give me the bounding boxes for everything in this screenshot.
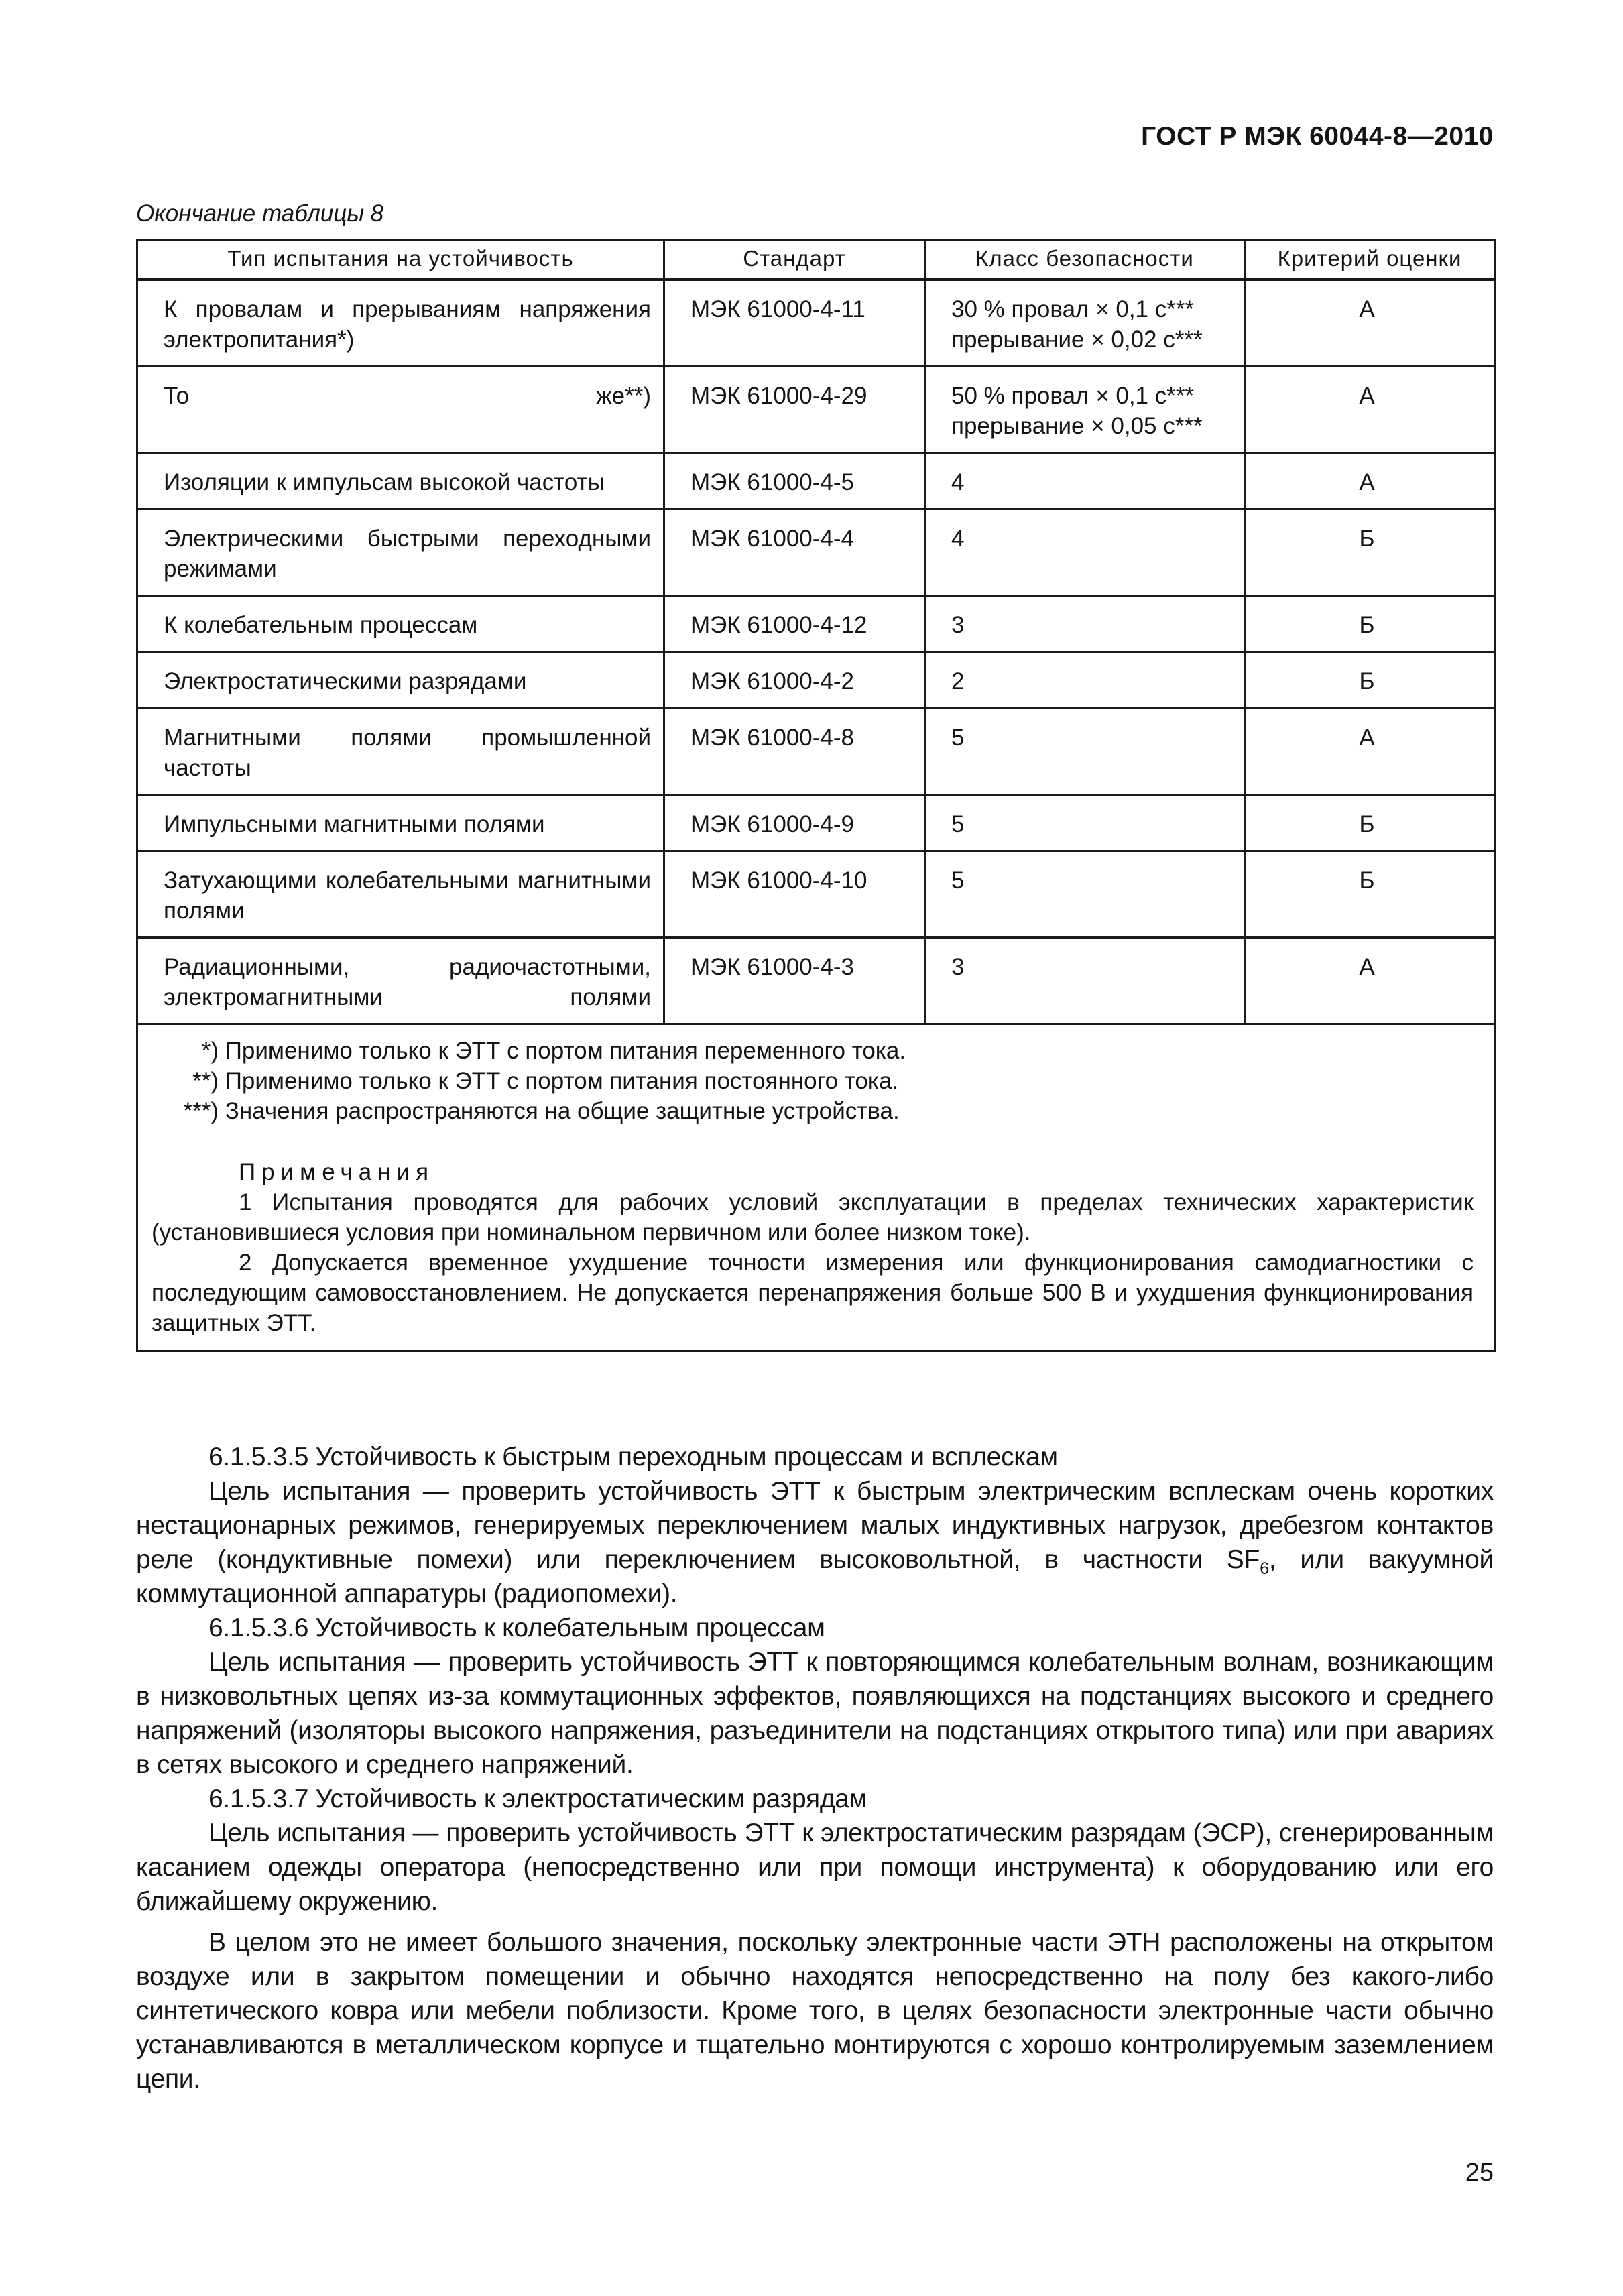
cell-criterion: А (1245, 280, 1495, 367)
cell-standard: МЭК 61000-4-8 (664, 709, 925, 795)
table-row (137, 280, 1495, 367)
note-1: 1 Испытания проводятся для рабочих условий эксплуатации в пределах технических характеристик (установившиеся условия при номинальном первичном или более низком токе). (152, 1189, 1474, 1246)
cell-criterion: Б (1245, 652, 1495, 709)
column-header-standard: Стандарт (664, 240, 925, 280)
note-2: 2 Допускается временное ухудшение точности измерения или функционирования самодиагностики с последующим самовосстановлением. Не допускается перенапряжения больше 500 В и ухудшения функционирования защитных ЭТТ. (152, 1250, 1474, 1336)
cell-criterion: А (1245, 709, 1495, 795)
document-header: ГОСТ Р МЭК 60044-8—2010 (1141, 122, 1494, 151)
section-heading-6-1-5-3-6: 6.1.5.3.6 Устойчивость к колебательным процессам (208, 1614, 825, 1642)
paragraph: Цель испытания — проверить устойчивость ЭТТ к повторяющимся колебательным волнам, возникающим в низковольтных цепях из-за коммутационных эффектов, появляющихся на подстанциях высокого и среднего напряжений (изоляторы высокого напряжения, разъединители на подстанциях открытого типа) или при авариях в сетях высокого и среднего напряжений. (136, 1648, 1494, 1779)
cell-standard: МЭК 61000-4-2 (664, 652, 925, 709)
cell-standard: МЭК 61000-4-9 (664, 795, 925, 851)
cell-class: 50 % провал × 0,1 с*** прерывание × 0,05 с*** (925, 367, 1245, 453)
cell-class: 4 (925, 453, 1245, 509)
table-notes-cell (137, 1024, 1495, 1351)
cell-class: 30 % провал × 0,1 с*** прерывание × 0,02 с*** (925, 280, 1245, 367)
footnote: **) Применимо только к ЭТТ с портом питания постоянного тока. (192, 1068, 899, 1094)
cell-class: 3 (925, 938, 1245, 1024)
cell-test-type: Импульсными магнитными полями (137, 795, 664, 851)
cell-test-type: Электростатическими разрядами (137, 652, 664, 709)
cell-class: 3 (925, 596, 1245, 652)
cell-standard: МЭК 61000-4-12 (664, 596, 925, 652)
table-row (137, 596, 1495, 652)
cell-test-type: Радиационными, радиочастотными, электромагнитными полями (137, 938, 664, 1024)
footnote: *) Применимо только к ЭТТ с портом питания переменного тока. (201, 1038, 906, 1064)
cell-standard: МЭК 61000-4-10 (664, 851, 925, 938)
table-row (137, 509, 1495, 596)
cell-test-type: Затухающими колебательными магнитными полями (137, 851, 664, 938)
cell-class: 4 (925, 509, 1245, 596)
column-header-criterion: Критерий оценки (1245, 240, 1495, 280)
cell-test-type: То же**) (137, 367, 664, 453)
table-row (137, 795, 1495, 851)
immunity-test-table (136, 239, 1496, 1352)
cell-standard: МЭК 61000-4-5 (664, 453, 925, 509)
table-row (137, 367, 1495, 453)
column-header-class: Класс безопасности (925, 240, 1245, 280)
column-header-type: Тип испытания на устойчивость (137, 240, 664, 280)
cell-standard: МЭК 61000-4-11 (664, 280, 925, 367)
table-row (137, 938, 1495, 1024)
cell-class: 5 (925, 709, 1245, 795)
cell-criterion: Б (1245, 795, 1495, 851)
paragraph: В целом это не имеет большого значения, поскольку электронные части ЭТН расположены на открытом воздухе или в закрытом помещении и обычно находятся непосредственно на полу без какого-либо синтетического ковра или мебели поблизости. Кроме того, в целях безопасности электронные части обычно устанавливаются в металлическом корпусе и тщательно монтируются с хорошо контролируемым заземлением цепи. (136, 1928, 1494, 2094)
cell-test-type: Изоляции к импульсам высокой частоты (137, 453, 664, 509)
footnote: ***) Значения распространяются на общие защитные устройства. (183, 1098, 900, 1124)
notes-title: Примечания (239, 1159, 435, 1185)
section-heading-6-1-5-3-7: 6.1.5.3.7 Устойчивость к электростатическим разрядам (208, 1785, 867, 1813)
cell-test-type: Электрическими быстрыми переходными режимами (137, 509, 664, 596)
section-heading-6-1-5-3-5: 6.1.5.3.5 Устойчивость к быстрым переходным процессам и всплескам (208, 1443, 1058, 1471)
cell-standard: МЭК 61000-4-4 (664, 509, 925, 596)
cell-class: 2 (925, 652, 1245, 709)
cell-class: 5 (925, 851, 1245, 938)
cell-class: 5 (925, 795, 1245, 851)
cell-criterion: Б (1245, 851, 1495, 938)
table-caption: Окончание таблицы 8 (136, 200, 384, 227)
cell-criterion: Б (1245, 596, 1495, 652)
page-number: 25 (1465, 2159, 1494, 2187)
paragraph: Цель испытания — проверить устойчивость ЭТТ к быстрым электрическим всплескам очень коротких нестационарных режимов, генерируемых переключением малых индуктивных нагрузок, дребезгом контактов реле (кондуктивные помехи) или переключением высоковольтной, в частности $SF_6$, или вакуумной коммутационной аппаратуры (радиопомехи). (136, 1477, 1494, 1608)
cell-standard: МЭК 61000-4-3 (664, 938, 925, 1024)
cell-criterion: А (1245, 367, 1495, 453)
table-header-row (137, 240, 1495, 280)
table-row (137, 453, 1495, 509)
table-row (137, 652, 1495, 709)
table-row (137, 851, 1495, 938)
table-body (137, 280, 1495, 1024)
body-text (136, 1440, 1494, 2096)
table-row (137, 709, 1495, 795)
cell-criterion: А (1245, 453, 1495, 509)
cell-standard: МЭК 61000-4-29 (664, 367, 925, 453)
cell-criterion: А (1245, 938, 1495, 1024)
cell-test-type: К колебательным процессам (137, 596, 664, 652)
table-notes-row (137, 1024, 1495, 1351)
cell-test-type: К провалам и прерываниям напряжения электропитания*) (137, 280, 664, 367)
cell-test-type: Магнитными полями промышленной частоты (137, 709, 664, 795)
cell-criterion: Б (1245, 509, 1495, 596)
paragraph: Цель испытания — проверить устойчивость ЭТТ к электростатическим разрядам (ЭСР), сгенерированным касанием одежды оператора (непосредственно или при помощи инструмента) к оборудованию или его ближайшему окружению. (136, 1819, 1494, 1916)
